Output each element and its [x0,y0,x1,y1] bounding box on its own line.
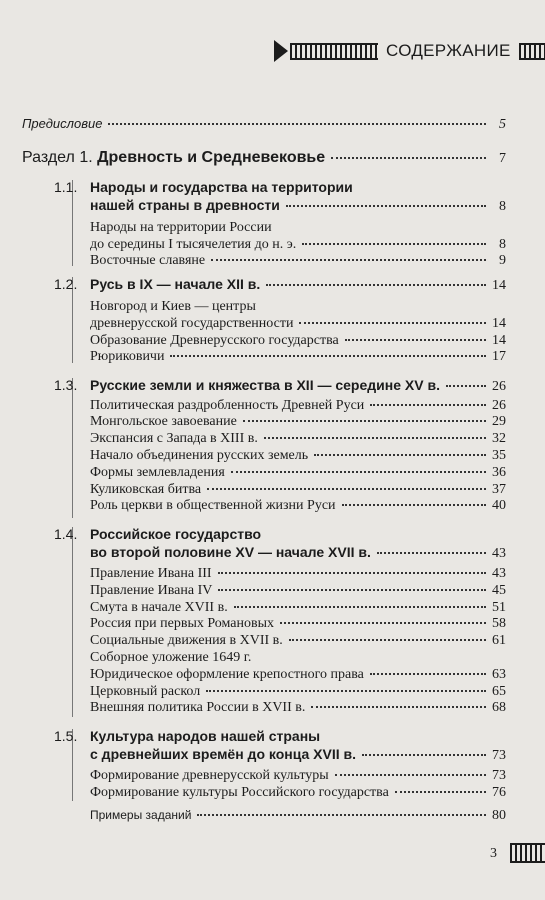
entry-page: 40 [492,498,506,513]
dot-leader [280,622,486,624]
entry-page: 58 [492,616,506,631]
entry-page: 73 [492,768,506,783]
entry-page: 43 [492,566,506,581]
subentry-label: Куликовская битва [90,482,202,497]
entry-page: 8 [499,237,506,252]
subentry-label: Правление Ивана IV [90,583,213,598]
subentry-label: Восточные славяне [90,253,206,268]
chapter-title [54,377,440,393]
entry-page: 43 [492,546,506,561]
toc-entry-preface[interactable] [22,116,506,133]
header-arrow-icon [274,40,288,62]
subentry-label: Социальные движения в XVII в. [90,633,283,648]
chapter-title-text: Русь в IX — начале XII в. [90,276,261,292]
toc-subentry[interactable] [90,684,506,700]
toc-entry-part-1[interactable] [22,149,506,167]
entry-page: 73 [492,748,506,763]
toc-subentry[interactable] [90,667,506,683]
subentry-line2: Юридическое оформление крепостного права [90,667,364,682]
toc-subentry[interactable] [90,633,506,649]
footer-hatch-decoration [510,843,545,863]
dot-leader [342,504,486,506]
entry-label: Примеры заданий [90,808,192,822]
entry-page: 26 [492,398,506,413]
toc-subentry[interactable] [90,785,506,801]
dot-leader [206,690,486,692]
dot-leader [218,572,486,574]
subentry-label: Экспансия с Запада в XIII в. [90,431,258,446]
toc-subentry[interactable] [90,448,506,464]
entry-page: 8 [499,199,506,214]
toc-entry-chapter-1-3[interactable] [54,377,506,395]
toc-subentry[interactable] [90,253,506,269]
entry-page: 32 [492,431,506,446]
dot-leader [311,706,486,708]
entry-page: 65 [492,684,506,699]
header-hatch-decoration-right [519,43,545,60]
subentry-label: Роль церкви в общественной жизни Руси [90,498,336,513]
toc-subentry[interactable] [90,566,506,582]
toc-entry-chapter-1-1[interactable] [90,197,506,215]
toc-subentry[interactable] [90,768,506,784]
dot-leader [299,322,486,324]
subentry-line2: древнерусской государственности [90,316,294,331]
dot-leader [377,552,486,554]
dot-leader [264,437,486,439]
chapter-title-line1: Российское государство [90,526,262,542]
entry-page: 51 [492,600,506,615]
chapter-title-line1: Народы и государства на территории [90,179,353,195]
dot-leader [446,385,486,387]
dot-leader [218,589,486,591]
dot-leader [197,814,486,816]
toc-subentry[interactable] [90,431,506,447]
toc-entry-chapter-1-4[interactable] [90,544,506,562]
entry-page: 80 [492,808,506,823]
entry-page: 29 [492,414,506,429]
dot-leader [335,774,486,776]
toc-entry-examples[interactable] [90,808,506,824]
dot-leader [289,639,486,641]
subentry-label: Церковный раскол [90,684,201,699]
subentry-line2: до середины I тысячелетия до н. э. [90,237,297,252]
subentry-label: Внешняя политика России в XVII в. [90,700,306,715]
subentry-label: Формирование древнерусской культуры [90,768,329,783]
subentry-label: Монгольское завоевание [90,414,237,429]
chapter-number: 1.1. [54,179,78,195]
dot-leader [231,471,486,473]
chapter-title-line2: нашей страны в древности [90,197,280,213]
part-title: Древность и Средневековье [97,149,326,166]
toc-subentry[interactable] [90,237,506,253]
entry-page: 68 [492,700,506,715]
entry-page: 14 [492,333,506,348]
subentry-label: Рюриковичи [90,349,165,364]
dot-leader [362,754,486,756]
entry-page: 26 [492,379,506,394]
chapter-number: 1.4. [54,526,78,542]
toc-subentry[interactable] [90,616,506,632]
chapter-title-text: Русские земли и княжества в XII — середине XV в. [90,377,440,393]
subentry-line1: Народы на территории России [90,220,272,235]
toc-subentry[interactable] [90,600,506,616]
toc-subentry[interactable] [90,414,506,430]
toc-subentry[interactable] [90,349,506,365]
entry-page: 45 [492,583,506,598]
entry-label [22,149,325,167]
dot-leader [395,791,486,793]
dot-leader [170,355,486,357]
chapter-divider [72,378,73,518]
dot-leader [302,243,486,245]
part-prefix: Раздел 1. [22,149,93,166]
chapter-title-line2: с древнейших времён до конца XVII в. [90,746,357,762]
subentry-label: Формирование культуры Российского государства [90,785,389,800]
toc-subentry[interactable] [90,700,506,716]
dot-leader [108,123,486,125]
dot-leader [234,606,486,608]
entry-label: Предисловие [22,116,103,131]
chapter-title-line2: во второй половине XV — начале XVII в. [90,544,371,560]
dot-leader [314,454,486,456]
subentry-line1: Соборное уложение 1649 г. [90,650,252,665]
subentry-label: Смута в начале XVII в. [90,600,228,615]
subentry-label: Россия при первых Романовых [90,616,275,631]
subentry-line1: Новгород и Киев — центры [90,299,256,314]
chapter-number: 1.5. [54,728,78,744]
dot-leader [370,404,486,406]
dot-leader [207,488,486,490]
dot-leader [266,284,486,286]
entry-page: 63 [492,667,506,682]
entry-page: 17 [492,349,506,364]
chapter-title-line1: Культура народов нашей страны [90,728,321,744]
chapter-divider [72,527,73,717]
toc-subentry[interactable] [90,333,506,349]
entry-page: 35 [492,448,506,463]
entry-page: 61 [492,633,506,648]
toc-entry-chapter-1-2[interactable] [54,276,506,294]
subentry-label: Начало объединения русских земель [90,448,309,463]
toc-subentry[interactable] [90,398,506,414]
entry-page: 14 [492,316,506,331]
toc-entry-chapter-1-5[interactable] [90,746,506,764]
entry-page: 14 [492,278,506,293]
chapter-number: 1.2. [54,276,78,292]
chapter-number: 1.3. [54,377,78,393]
dot-leader [370,673,486,675]
toc-subentry[interactable] [90,465,506,481]
entry-page: 5 [499,117,506,132]
page-title: СОДЕРЖАНИЕ [386,41,511,60]
dot-leader [331,157,486,159]
header-hatch-decoration [290,43,378,60]
dot-leader [211,259,486,261]
toc-subentry[interactable] [90,482,506,498]
dot-leader [243,420,486,422]
dot-leader [286,205,486,207]
entry-page: 76 [492,785,506,800]
toc-subentry[interactable] [90,316,506,332]
entry-page: 7 [499,151,506,166]
subentry-label: Правление Ивана III [90,566,212,581]
subentry-label: Образование Древнерусского государства [90,333,339,348]
chapter-title [54,276,260,292]
dot-leader [345,339,486,341]
toc-subentry[interactable] [90,498,506,514]
entry-page: 36 [492,465,506,480]
subentry-label: Политическая раздробленность Древней Руси [90,398,365,413]
toc-subentry[interactable] [90,583,506,599]
subentry-label: Формы землевладения [90,465,225,480]
entry-page: 37 [492,482,506,497]
page-header [274,40,545,62]
page-number: 3 [490,846,497,861]
entry-page: 9 [499,253,506,268]
